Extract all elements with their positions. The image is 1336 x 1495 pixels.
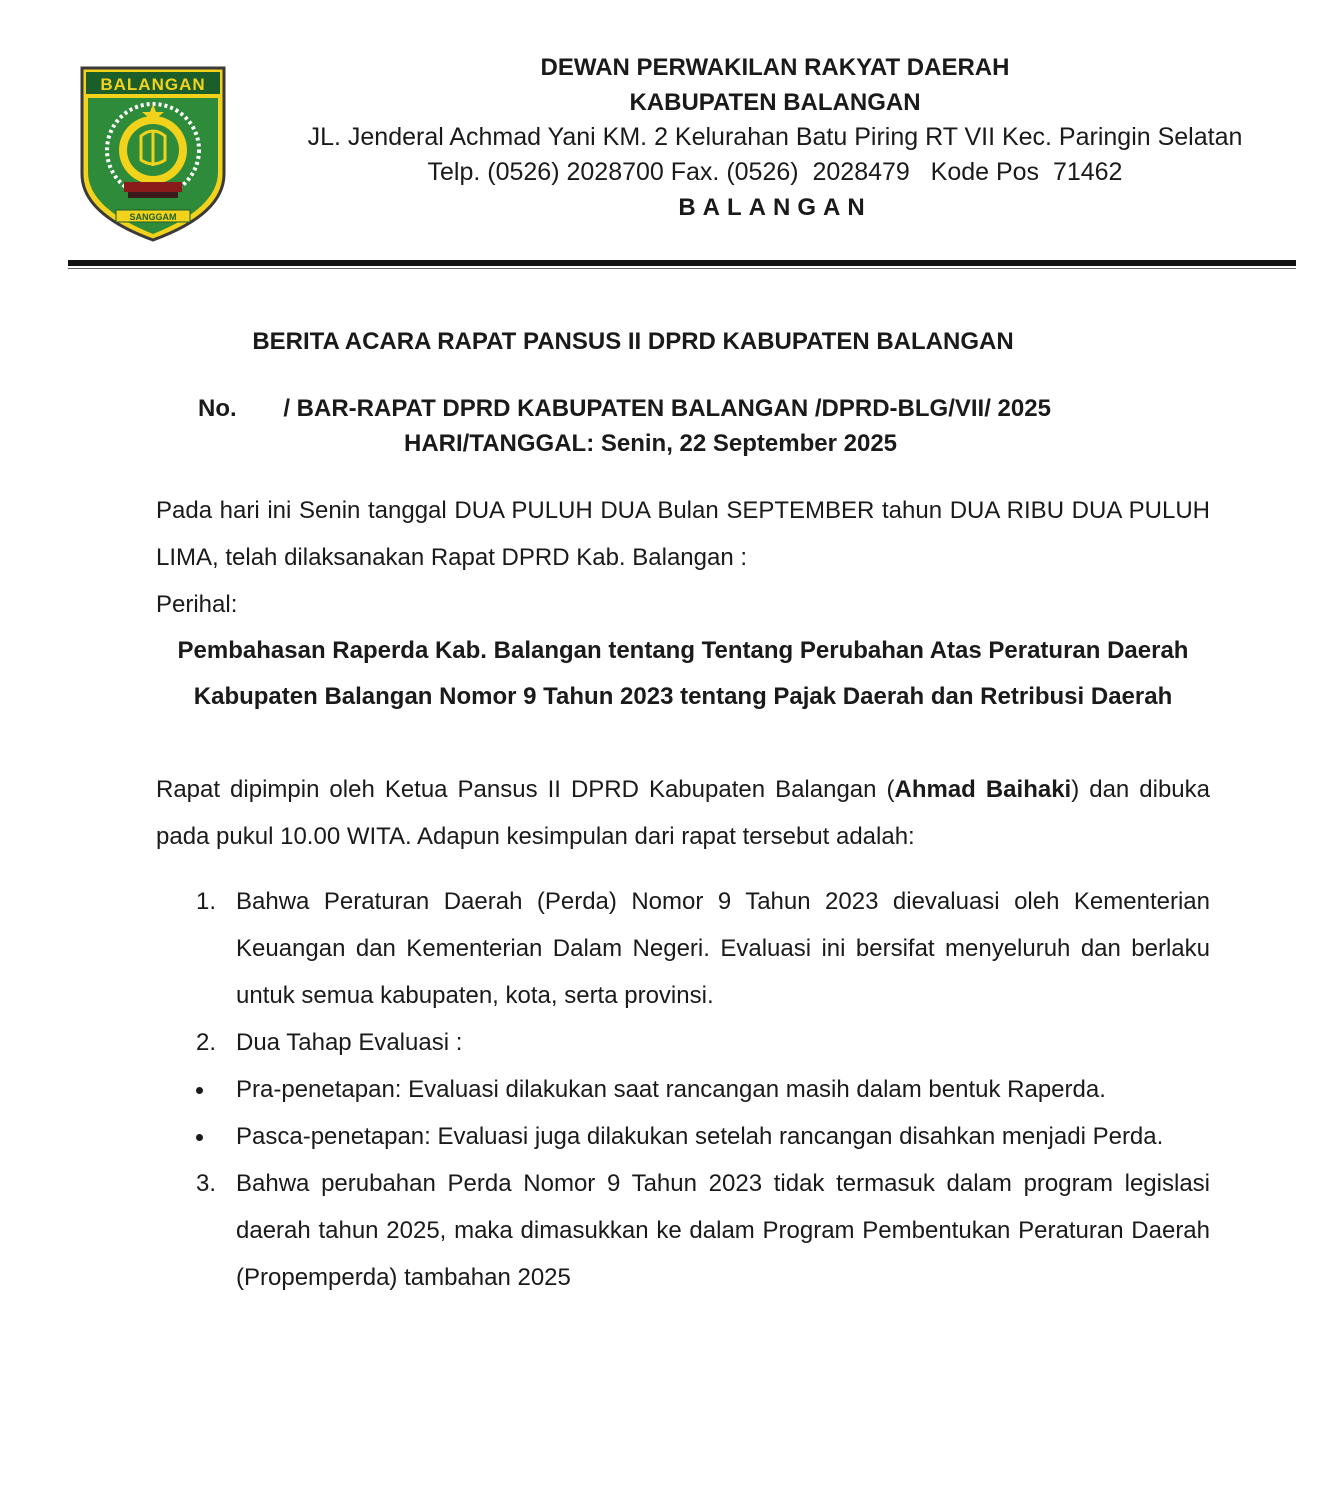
list-item [156, 1160, 1210, 1301]
list-item-text: Pasca-penetapan: Evaluasi juga dilakukan setelah rancangan disahkan menjadi Perda. [236, 1123, 1164, 1150]
chair-name: Ahmad Baihaki [894, 776, 1072, 803]
letterhead [240, 50, 1310, 225]
chair-suffix: ) dan dibuka pada pukul 10.00 WITA. Adapun kesimpulan dari rapat tersebut adalah: [156, 776, 1210, 850]
list-item-text: Bahwa Peraturan Daerah (Perda) Nomor 9 Tahun 2023 dievaluasi oleh Kementerian Keuangan dan Kementerian Dalam Negeri. Evaluasi ini bersifat menyeluruh dan berlaku untuk semua kabupaten, kota, serta provinsi. [236, 888, 1210, 1009]
list-number: 1. [196, 888, 217, 915]
balangan-emblem-logo [78, 64, 228, 242]
document-title: BERITA ACARA RAPAT PANSUS II DPRD KABUPATEN BALANGAN [252, 328, 1014, 355]
letterhead-institution: DEWAN PERWAKILAN RAKYAT DAERAH [540, 54, 1010, 81]
list-item-text: Bahwa perubahan Perda Nomor 9 Tahun 2023 tidak termasuk dalam program legislasi daerah tahun 2025, maka dimasukkan ke dalam Program Pembentukan Peraturan Daerah (Propemperda) tambahan 2025 [236, 1170, 1210, 1291]
letterhead-divider-thin [68, 268, 1296, 269]
perihal-label: Perihal: [156, 591, 238, 618]
letterhead-divider-thick [68, 260, 1296, 266]
document-date: HARI/TANGGAL: Senin, 22 September 2025 [404, 430, 898, 457]
list-item-text: Dua Tahap Evaluasi : [236, 1029, 463, 1056]
chair-paragraph [156, 766, 1210, 860]
bullet-icon [196, 1134, 203, 1141]
list-number: 3. [196, 1170, 217, 1197]
list-item [156, 1019, 1210, 1066]
list-item [156, 1113, 1210, 1160]
perihal-subject: Pembahasan Raperda Kab. Balangan tentang Tentang Perubahan Atas Peraturan Daerah Kabupaten Balangan Nomor 9 Tahun 2023 tentang Pajak Daerah dan Retribusi Daerah [177, 637, 1189, 710]
letterhead-city: BALANGAN [678, 194, 872, 221]
chair-prefix: Rapat dipimpin oleh Ketua Pansus II DPRD Kabupaten Balangan ( [156, 776, 895, 803]
list-item [156, 1066, 1210, 1113]
logo-bottom-lettering: SANGGAM [129, 212, 177, 222]
conclusions-list [156, 878, 1210, 1301]
opening-paragraph: Pada hari ini Senin tanggal DUA PULUH DUA Bulan SEPTEMBER tahun DUA RIBU DUA PULUH LIMA, telah dilaksanakan Rapat DPRD Kab. Balangan : [156, 497, 1210, 571]
list-item [156, 878, 1210, 1019]
letterhead-contact: Telp. (0526) 2028700 Fax. (0526) 2028479 Kode Pos 71462 [427, 158, 1123, 186]
bullet-icon [196, 1087, 203, 1094]
letterhead-regency: KABUPATEN BALANGAN [629, 89, 921, 116]
letterhead-address: JL. Jenderal Achmad Yani KM. 2 Kelurahan Batu Piring RT VII Kec. Paringin Selatan [307, 123, 1243, 151]
list-number: 2. [196, 1029, 217, 1056]
document-number: No. / BAR-RAPAT DPRD KABUPATEN BALANGAN /DPRD-BLG/VII/ 2025 [198, 395, 1051, 422]
list-item-text: Pra-penetapan: Evaluasi dilakukan saat rancangan masih dalam bentuk Raperda. [236, 1076, 1106, 1103]
logo-top-lettering: BALANGAN [100, 75, 206, 94]
